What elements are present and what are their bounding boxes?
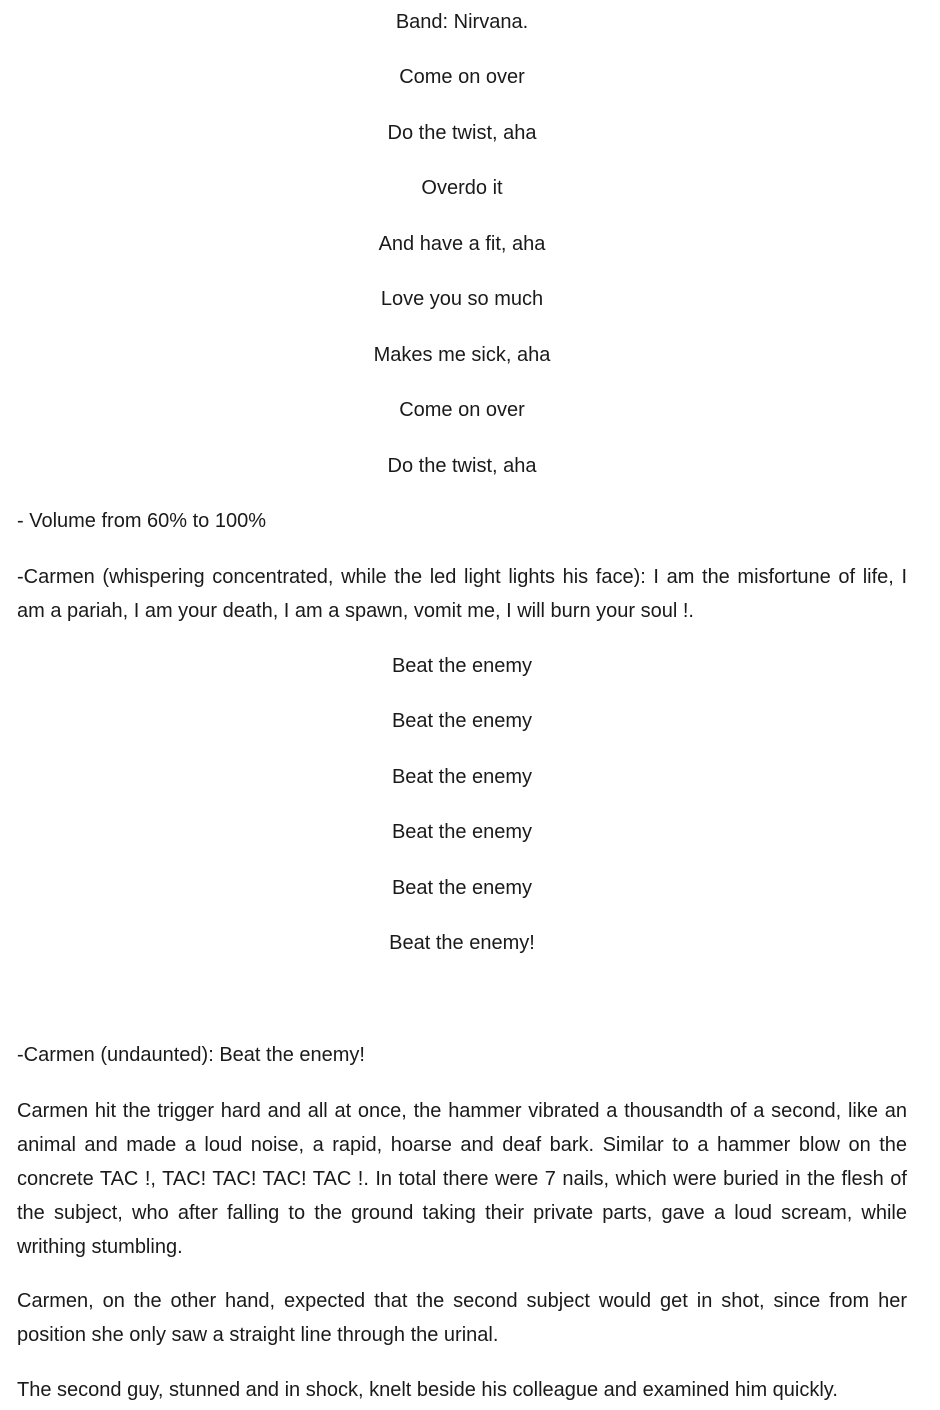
lyric-line: Do the twist, aha bbox=[387, 122, 537, 144]
lyric-line: Beat the enemy bbox=[391, 766, 533, 788]
lyric-line: Love you so much bbox=[380, 288, 544, 310]
carmen-undaunted-line: -Carmen (undaunted): Beat the enemy! bbox=[17, 1044, 365, 1066]
lyric-line: Beat the enemy! bbox=[389, 932, 535, 954]
narrative-paragraph: The second guy, stunned and in shock, knelt beside his colleague and examined him quickly. bbox=[17, 1379, 838, 1401]
band-line: Band: Nirvana. bbox=[395, 11, 529, 33]
lyric-line: Come on over bbox=[399, 66, 525, 88]
lyric-line: Come on over bbox=[399, 399, 525, 421]
lyric-line: And have a fit, aha bbox=[378, 233, 546, 255]
lyric-line: Do the twist, aha bbox=[387, 455, 537, 477]
lyric-line: Beat the enemy bbox=[391, 710, 533, 732]
volume-direction: - Volume from 60% to 100% bbox=[17, 510, 267, 532]
lyric-line: Beat the enemy bbox=[391, 821, 533, 843]
carmen-whisper-line: -Carmen (whispering concentrated, while the led light lights his face): I am the misfortune of life, I am a pariah, I am your death, I am a spawn, vomit me, I will burn your soul !. bbox=[17, 566, 907, 622]
lyric-line: Beat the enemy bbox=[391, 655, 533, 677]
lyric-line: Makes me sick, aha bbox=[373, 344, 551, 366]
narrative-paragraph: Carmen, on the other hand, expected that the second subject would get in shot, since from her position she only saw a straight line through the urinal. bbox=[17, 1290, 907, 1346]
lyric-line: Beat the enemy bbox=[391, 877, 533, 899]
narrative-paragraph: Carmen hit the trigger hard and all at once, the hammer vibrated a thousandth of a second, like an animal and made a loud noise, a rapid, hoarse and deaf bark. Similar to a hammer blow on the concrete TAC !, TAC! TAC! TAC! TAC !. In total there were 7 nails, which were buried in the flesh of the subject, who after falling to the ground taking their private parts, gave a loud scream, while writhing stumbling. bbox=[17, 1100, 907, 1258]
lyric-line: Overdo it bbox=[421, 177, 503, 199]
